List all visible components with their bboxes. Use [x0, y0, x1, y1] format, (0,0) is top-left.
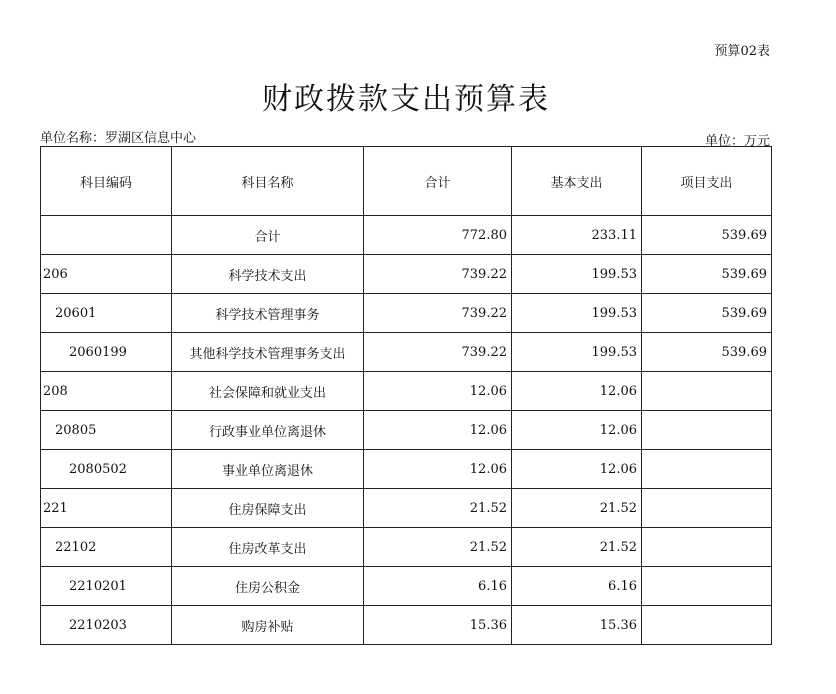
cell-code: 2210203	[41, 606, 172, 645]
cell-code: 20805	[41, 411, 172, 450]
cell-name: 住房公积金	[172, 567, 364, 606]
cell-project: 539.69	[642, 333, 772, 372]
cell-name: 住房改革支出	[172, 528, 364, 567]
cell-name: 行政事业单位离退休	[172, 411, 364, 450]
cell-project	[642, 567, 772, 606]
cell-project: 539.69	[642, 216, 772, 255]
cell-total: 772.80	[364, 216, 512, 255]
cell-code: 206	[41, 255, 172, 294]
currency-unit-label: 单位：万元	[704, 134, 770, 149]
cell-total: 12.06	[364, 450, 512, 489]
cell-total: 21.52	[364, 489, 512, 528]
header-basic-expenditure: 基本支出	[512, 147, 642, 216]
cell-basic: 12.06	[512, 372, 642, 411]
header-total: 合计	[364, 147, 512, 216]
table-row	[41, 489, 772, 528]
budget-table	[40, 146, 772, 645]
cell-total: 739.22	[364, 294, 512, 333]
cell-project: 539.69	[642, 255, 772, 294]
header-project-expenditure: 项目支出	[642, 147, 772, 216]
table-header-row	[41, 147, 772, 216]
cell-code	[41, 216, 172, 255]
cell-total: 15.36	[364, 606, 512, 645]
cell-basic: 233.11	[512, 216, 642, 255]
cell-total: 21.52	[364, 528, 512, 567]
cell-basic: 12.06	[512, 411, 642, 450]
cell-name: 科学技术管理事务	[172, 294, 364, 333]
cell-name: 科学技术支出	[172, 255, 364, 294]
cell-project	[642, 489, 772, 528]
table-row	[41, 294, 772, 333]
table-row	[41, 606, 772, 645]
header-subject-code: 科目编码	[41, 147, 172, 216]
cell-project: 539.69	[642, 294, 772, 333]
cell-name: 住房保障支出	[172, 489, 364, 528]
cell-code: 2210201	[41, 567, 172, 606]
cell-project	[642, 450, 772, 489]
cell-project	[642, 528, 772, 567]
table-row	[41, 528, 772, 567]
cell-project	[642, 606, 772, 645]
cell-code: 22102	[41, 528, 172, 567]
table-row	[41, 411, 772, 450]
cell-basic: 199.53	[512, 294, 642, 333]
table-row	[41, 255, 772, 294]
cell-basic: 12.06	[512, 450, 642, 489]
cell-project	[642, 372, 772, 411]
page-title: 财政拨款支出预算表	[262, 82, 550, 117]
cell-basic: 15.36	[512, 606, 642, 645]
cell-name: 事业单位离退休	[172, 450, 364, 489]
table-row	[41, 567, 772, 606]
cell-project	[642, 411, 772, 450]
form-number: 预算02表	[714, 44, 770, 59]
cell-basic: 21.52	[512, 528, 642, 567]
cell-name: 购房补贴	[172, 606, 364, 645]
cell-name: 合计	[172, 216, 364, 255]
cell-basic: 199.53	[512, 333, 642, 372]
cell-code: 2080502	[41, 450, 172, 489]
cell-code: 221	[41, 489, 172, 528]
cell-basic: 199.53	[512, 255, 642, 294]
cell-total: 739.22	[364, 333, 512, 372]
table-row	[41, 333, 772, 372]
cell-total: 739.22	[364, 255, 512, 294]
cell-name: 其他科学技术管理事务支出	[172, 333, 364, 372]
table-row-total	[41, 216, 772, 255]
cell-total: 6.16	[364, 567, 512, 606]
cell-name: 社会保障和就业支出	[172, 372, 364, 411]
unit-name-label: 单位名称：罗湖区信息中心	[40, 131, 197, 146]
cell-code: 208	[41, 372, 172, 411]
cell-basic: 6.16	[512, 567, 642, 606]
table-row	[41, 450, 772, 489]
cell-total: 12.06	[364, 372, 512, 411]
cell-code: 2060199	[41, 333, 172, 372]
header-subject-name: 科目名称	[172, 147, 364, 216]
cell-total: 12.06	[364, 411, 512, 450]
table-row	[41, 372, 772, 411]
cell-code: 20601	[41, 294, 172, 333]
cell-basic: 21.52	[512, 489, 642, 528]
